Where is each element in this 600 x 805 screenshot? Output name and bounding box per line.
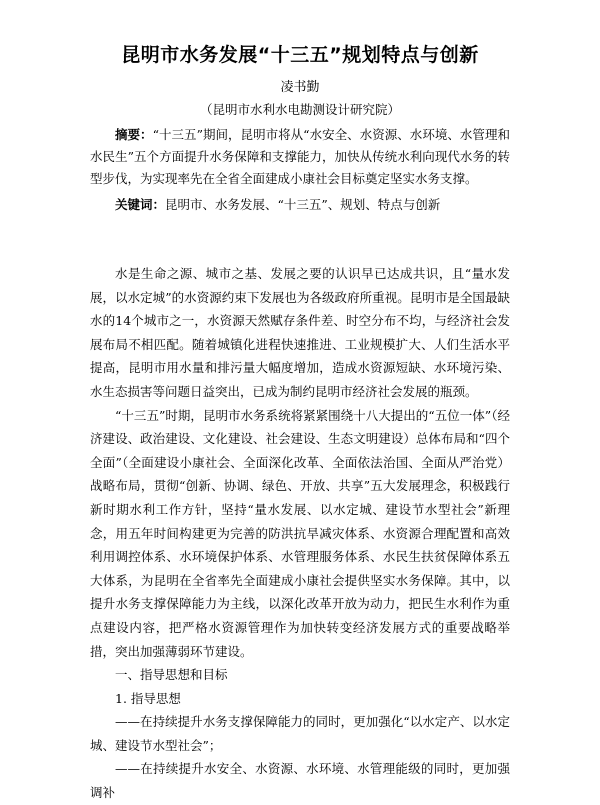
abstract-label: 摘要： bbox=[115, 127, 153, 142]
body-text bbox=[90, 262, 510, 805]
keywords-text: 昆明市、水务发展、“十三五”、规划、特点与创新 bbox=[165, 197, 441, 212]
abstract bbox=[90, 124, 510, 190]
body-paragraph: ——在持续提升水务支撑保障能力的同时，更加强化“以水定产、以水定城、建设节水型社会”； bbox=[90, 714, 510, 753]
paper-title: 昆明市水务发展“十三五”规划特点与创新 bbox=[121, 44, 479, 66]
abstract-text: “十三五”期间，昆明市将从“水安全、水资源、水环境、水管理和水民生”五个方面提升水务保障和支撑能力，加快从传统水利向现代水务的转型步伐，为实现率先在全省全面建成小康社会目标奠定坚实水务支撑。 bbox=[90, 127, 510, 186]
body-paragraph: 水是生命之源、城市之基、发展之要的认识早已达成共识，且“量水发展，以水定城”的水资源约束下发展也为各级政府所重视。昆明市是全国最缺水的14个城市之一，水资源天然赋存条件差、时空分布不均，与经济社会发展布局不相匹配。随着城镇化进程快速推进、工业规模扩大、人们生活水平提高，昆明市用水量和排污量大幅度增加，造成水资源短缺、水环境污染、水生态损害等问题日益突出，已成为制约昆明市经济社会发展的瓶颈。 bbox=[90, 266, 510, 399]
author-name: 凌书勤 bbox=[280, 80, 320, 95]
keywords bbox=[90, 194, 510, 216]
subsection-heading: 1. 指导思想 bbox=[115, 690, 181, 706]
author-affiliation: （昆明市水利水电勘测设计研究院） bbox=[199, 102, 400, 117]
body-paragraph: ——在持续提升水安全、水资源、水环境、水管理能级的同时，更加强调补 bbox=[90, 761, 510, 801]
body-paragraph: “十三五”时期，昆明市水务系统将紧紧围绕十八大提出的“五位一体”（经济建设、政治建设、文化建设、社会建设、生态文明建设）总体布局和“四个全面”（全面建设小康社会、全面深化改革、全面依法治国、全面从严治党）战略布局，贯彻“创新、协调、绿色、开放、共享”五大发展理念，积极践行新时期水利工作方针，坚持“量水发展、以水定城、建设节水型社会”新理念，用五年时间构建更为完善的防洪抗旱减灾体系、水资源合理配置和高效利用调控体系、水环境保护体系、水管理服务体系、水民生扶贫保障体系五大体系，为昆明在全省率先全面建成小康社会提供坚实水务保障。其中，以提升水务支撑保障能力为主线，以深化改革开放为动力，把民生水利作为重点建设内容，把严格水资源管理作为加快转变经济发展方式的重要战略举措，突出加强薄弱环节建设。 bbox=[90, 407, 510, 659]
section-heading: 一、指导思想和目标 bbox=[115, 667, 228, 683]
keywords-label: 关键词： bbox=[115, 197, 166, 212]
